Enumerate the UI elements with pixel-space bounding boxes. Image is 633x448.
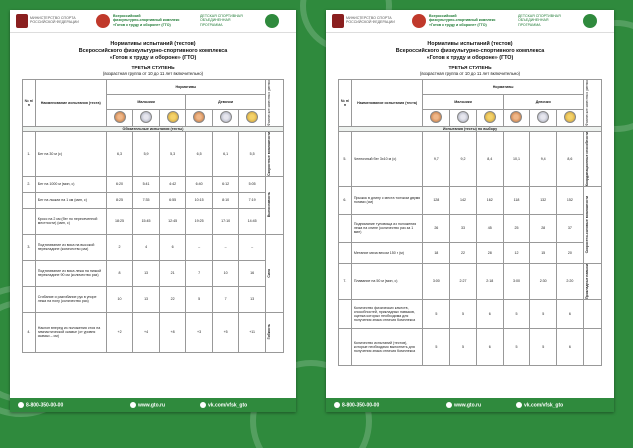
norm-value: 7 (186, 260, 213, 286)
col-name-header: Наименование испытания (теста) (35, 80, 106, 127)
quality-category: Выносливость (265, 176, 283, 234)
gto-logo-icon (96, 14, 110, 28)
test-name: Прыжок в длину с места толчком двумя ногами (см) (351, 186, 423, 214)
table-row (339, 328, 602, 365)
table-row (339, 131, 602, 186)
test-name: Метание мяча весом 150 г (м) (351, 242, 423, 263)
norm-value: 6:12 (212, 176, 239, 192)
medal-cell (106, 109, 133, 126)
section-label: Испытания (тесты) по выбору (339, 126, 602, 131)
stage-heading: ТРЕТЬЯ СТУПЕНЬ (131, 66, 175, 71)
age-group: (возрастная группа от 10 до 11 лет включительно) (102, 71, 204, 76)
table-row (23, 176, 284, 192)
quality-category: Сила (265, 234, 283, 312)
norm-value: 15:45 (133, 208, 160, 234)
quality-category: Скоростные возможности (265, 131, 283, 176)
norm-value: 5 (450, 328, 477, 365)
norms-table-right (338, 79, 602, 366)
row-number (23, 208, 36, 234)
norm-value: 5,3 (159, 131, 186, 176)
physical-qualities-header: Физические качества и умения (265, 80, 283, 127)
medal-cell (557, 109, 584, 126)
norm-value: 9,2 (450, 131, 477, 186)
gold-badge-icon (167, 111, 179, 123)
medal-cell (186, 109, 213, 126)
norm-value: 6,5 (186, 131, 213, 176)
test-name: Кросс на 2 км (бег по пересеченной местности) (мин, с) (35, 208, 106, 234)
norm-value: 118 (503, 186, 530, 214)
norm-value: 2 (106, 234, 133, 260)
quality-category: Прикладные навыки (583, 263, 601, 299)
norm-value: +11 (239, 312, 266, 352)
phone-icon (334, 402, 340, 408)
test-name: Бег на 1000 м (мин, с) (35, 176, 106, 192)
norm-value: 10 (212, 260, 239, 286)
table-row (23, 286, 284, 312)
norms-header: Нормативы (423, 80, 583, 95)
norm-value: +3 (186, 312, 213, 352)
row-number (23, 260, 36, 286)
norm-value: 5 (530, 299, 557, 328)
norm-value: 5 (186, 286, 213, 312)
table-row (339, 186, 602, 214)
test-name: Количество испытаний (тестов), которые необходимо выполнить для получения знака отличия Комплекса (351, 328, 423, 365)
globe-icon (130, 402, 136, 408)
row-number: 3. (23, 234, 36, 260)
norm-value: 28 (476, 242, 503, 263)
norm-value: 5 (503, 299, 530, 328)
norm-value: 6 (476, 299, 503, 328)
test-name: Наклон вперед из положения стоя на гимнастической скамье (от уровня скамьи – см) (35, 312, 106, 352)
medal-cell (476, 109, 503, 126)
test-name: Плавание на 50 м (мин, с) (351, 263, 423, 299)
program-logo-icon (265, 14, 279, 28)
norm-value: 7:35 (133, 192, 160, 208)
document-page-right (326, 10, 614, 412)
medal-cell (530, 109, 557, 126)
norm-value: 13 (133, 286, 160, 312)
norm-value: 5 (423, 328, 450, 365)
quality-category (583, 299, 601, 328)
vk-icon (200, 402, 206, 408)
norm-value: 37 (557, 214, 584, 242)
document-title: Нормативы испытаний (тестов) Всероссийского физкультурно-спортивного комплекса «Готов к труду и обороне» (ГТО) (78, 41, 228, 61)
norm-value: 10:15 (186, 192, 213, 208)
norm-value: – (186, 234, 213, 260)
row-number: 7. (339, 263, 352, 299)
gto-logo-icon (412, 14, 426, 28)
physical-qualities-header: Физические качества и умения (583, 80, 601, 127)
stage-heading: ТРЕТЬЯ СТУПЕНЬ (448, 66, 492, 71)
norm-value: 4:42 (159, 176, 186, 192)
norm-value: 8,6 (557, 131, 584, 186)
col-name-header: Наименование испытания (теста) (351, 80, 423, 127)
row-number (339, 299, 352, 328)
norm-value: – (239, 234, 266, 260)
bronze-badge-icon (114, 111, 126, 123)
norm-value: 5,9 (133, 131, 160, 176)
silver-badge-icon (140, 111, 152, 123)
medal-cell (423, 109, 450, 126)
norm-value: 15 (530, 242, 557, 263)
quality-category: Координационные способности (583, 131, 601, 186)
vk-icon (516, 402, 522, 408)
table-row (23, 312, 284, 352)
medal-cell (212, 109, 239, 126)
gold-badge-icon (564, 111, 576, 123)
table-row (23, 208, 284, 234)
norm-value: 9,4 (530, 131, 557, 186)
col-num-header: № п/п (23, 80, 36, 127)
norm-value: 12 (503, 242, 530, 263)
norm-value: 8:25 (106, 192, 133, 208)
norm-value: 6 (557, 299, 584, 328)
norm-value: 142 (450, 186, 477, 214)
row-number: 2. (23, 176, 36, 192)
norm-value: 6,1 (212, 131, 239, 176)
norm-value: 128 (423, 186, 450, 214)
test-name: Бег на лыжах на 1 км (мин, с) (35, 192, 106, 208)
norm-value: 6 (159, 234, 186, 260)
phone-number: 8-800-350-00-00 (26, 401, 64, 408)
table-row (339, 299, 602, 328)
norm-value: 2:20 (557, 263, 584, 299)
test-name: Сгибание и разгибание рук в упоре лежа на полу (количество раз) (35, 286, 106, 312)
norm-value: 18 (423, 242, 450, 263)
medal-cell (239, 109, 266, 126)
norm-value: 5 (423, 299, 450, 328)
norm-value: 5:41 (133, 176, 160, 192)
norm-value: 13 (133, 260, 160, 286)
age-group: (возрастная группа от 10 до 11 лет включительно) (419, 71, 521, 76)
document-page-left (10, 10, 296, 412)
quality-category: Гибкость (265, 312, 283, 352)
table-header-row (23, 80, 284, 95)
medal-cell (450, 109, 477, 126)
norm-value: 162 (476, 186, 503, 214)
norm-value: 25 (503, 214, 530, 242)
row-number: 5. (339, 131, 352, 186)
site-link[interactable]: www.gto.ru (454, 401, 482, 408)
gold-badge-icon (484, 111, 496, 123)
norm-value: 4 (133, 234, 160, 260)
quality-category (583, 328, 601, 365)
test-name: Количество физических качеств, способностей, прикладных навыков, оценка которых необходима для получения знака отличия Комплекса (351, 299, 423, 328)
table-row (23, 234, 284, 260)
row-number: 6. (339, 186, 352, 214)
norm-value: 5,5 (239, 131, 266, 176)
vk-link[interactable]: vk.com/vfsk_gto (208, 401, 248, 408)
row-number (339, 214, 352, 242)
norm-value: 14:45 (239, 208, 266, 234)
silver-badge-icon (457, 111, 469, 123)
norm-value: 12:45 (159, 208, 186, 234)
norm-value: 6,3 (106, 131, 133, 176)
row-number (23, 286, 36, 312)
program-logo-icon (583, 14, 597, 28)
test-name: Челночный бег 3х10 м (с) (351, 131, 423, 186)
norm-value: 8 (106, 260, 133, 286)
norm-value: 28 (530, 214, 557, 242)
norm-value: 5 (503, 328, 530, 365)
table-header-row (339, 80, 602, 95)
norm-value: 132 (530, 186, 557, 214)
norm-value: 152 (557, 186, 584, 214)
table-row (23, 131, 284, 176)
norm-value: 18:25 (106, 208, 133, 234)
boys-header: Мальчики (423, 94, 503, 109)
silver-badge-icon (220, 111, 232, 123)
medal-cell (159, 109, 186, 126)
bronze-badge-icon (193, 111, 205, 123)
norm-value: 6 (476, 328, 503, 365)
norm-value: 13 (239, 286, 266, 312)
bronze-badge-icon (430, 111, 442, 123)
phone-icon (18, 402, 24, 408)
test-name: Подтягивание из виса лежа на низкой перекладине 90 см (количество раз) (35, 260, 106, 286)
norm-value: 6:55 (159, 192, 186, 208)
norm-value: 8,4 (476, 131, 503, 186)
table-row (339, 214, 602, 242)
norm-value: 6:40 (186, 176, 213, 192)
row-number (23, 192, 36, 208)
norm-value: 2:18 (476, 263, 503, 299)
col-num-header: № п/п (339, 80, 352, 127)
norm-value: 10,1 (503, 131, 530, 186)
norm-value: 5 (530, 328, 557, 365)
norm-value: 16 (239, 260, 266, 286)
test-name: Поднимание туловища из положения лежа на спине (количество раз за 1 мин) (351, 214, 423, 242)
gold-badge-icon (246, 111, 258, 123)
norm-value: 9,7 (423, 131, 450, 186)
medal-cell (133, 109, 160, 126)
coat-of-arms-icon (16, 14, 28, 28)
norm-value: 2:27 (450, 263, 477, 299)
test-name: Бег на 30 м (с) (35, 131, 106, 176)
table-row (339, 263, 602, 299)
page-footer (326, 398, 614, 412)
norm-value: +4 (133, 312, 160, 352)
medal-cell (503, 109, 530, 126)
girls-header: Девочки (503, 94, 583, 109)
girls-header: Девочки (186, 94, 266, 109)
norm-value: 8:10 (212, 192, 239, 208)
table-row (23, 260, 284, 286)
row-number: 4. (23, 312, 36, 352)
norm-value: 21 (159, 260, 186, 286)
phone-number: 8-800-350-00-00 (342, 401, 380, 408)
quality-category: Скоростно-силовые возможности (583, 186, 601, 263)
norm-value: 7:19 (239, 192, 266, 208)
norm-value: +8 (159, 312, 186, 352)
norm-value: 2:30 (530, 263, 557, 299)
norm-value: 17:10 (212, 208, 239, 234)
norm-value: 26 (423, 214, 450, 242)
boys-header: Мальчики (106, 94, 186, 109)
site-link[interactable]: www.gto.ru (138, 401, 166, 408)
coat-of-arms-icon (332, 14, 344, 28)
row-number: 1. (23, 131, 36, 176)
silver-badge-icon (537, 111, 549, 123)
row-number (339, 328, 352, 365)
norm-value: 22 (450, 242, 477, 263)
norm-value: 45 (476, 214, 503, 242)
test-name: Подтягивание из виса на высокой перекладине (количество раз) (35, 234, 106, 260)
table-row (339, 242, 602, 263)
norm-value: 20 (557, 242, 584, 263)
section-label: Обязательные испытания (тесты) (23, 126, 284, 131)
norm-value: 3:00 (503, 263, 530, 299)
page-footer (10, 398, 296, 412)
ministry-label: МИНИСТЕРСТВО СПОРТА (30, 16, 76, 20)
norm-value: +2 (106, 312, 133, 352)
norm-value: 19:25 (186, 208, 213, 234)
row-number (339, 242, 352, 263)
norm-value: – (212, 234, 239, 260)
norm-value: 5:05 (239, 176, 266, 192)
page-header: МИНИСТЕРСТВО СПОРТА РОССИЙСКОЙ ФЕДЕРАЦИИ Всероссийский физкультурно-спортивный комплекс «Готов к труду и обороне» (ГТО) ДЕТСКАЯ СПОРТИВНАЯ ОБЪЕДИНЕННАЯ ПРОГРАММА (10, 10, 296, 33)
norm-value: +5 (212, 312, 239, 352)
document-title: Нормативы испытаний (тестов) Всероссийского физкультурно-спортивного комплекса «Готов к труду и обороне» (ГТО) (395, 41, 545, 61)
norm-value: 22 (159, 286, 186, 312)
norm-value: 3:00 (423, 263, 450, 299)
norm-value: 7 (212, 286, 239, 312)
norm-value: 6 (557, 328, 584, 365)
page-header: МИНИСТЕРСТВО СПОРТА РОССИЙСКОЙ ФЕДЕРАЦИИ Всероссийский физкультурно-спортивный комплекс «Готов к труду и обороне» (ГТО) ДЕТСКАЯ СПОРТИВНАЯ ОБЪЕДИНЕННАЯ ПРОГРАММА (326, 10, 614, 33)
globe-icon (446, 402, 452, 408)
norms-table-left (22, 79, 284, 353)
vk-link[interactable]: vk.com/vfsk_gto (524, 401, 564, 408)
norm-value: 6:20 (106, 176, 133, 192)
table-row (23, 192, 284, 208)
norms-header: Нормативы (106, 80, 265, 95)
norm-value: 33 (450, 214, 477, 242)
norm-value: 10 (106, 286, 133, 312)
norm-value: 5 (450, 299, 477, 328)
bronze-badge-icon (510, 111, 522, 123)
